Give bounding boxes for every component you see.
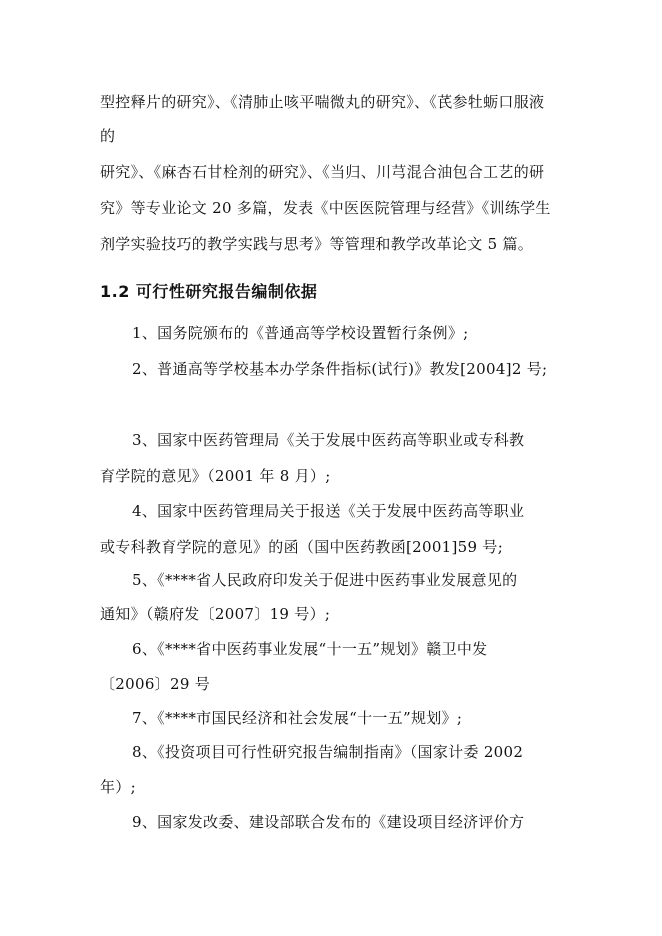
item-1-line-1: 1、国务院颁布的《普通高等学校设置暂行条例》; [132,324,469,342]
item-4-line-1: 4、国家中医药管理局关于报送《关于发展中医药高等职业 [132,502,525,520]
intro-line-5: 剂学实验技巧的教学实践与思考》等管理和教学改革论文 5 篇。 [100,235,534,253]
item-3-line-2: 育学院的意见》（2001 年 8 月）; [100,467,331,485]
item-3-line-1: 3、国家中医药管理局《关于发展中医药高等职业或专科教 [132,431,525,449]
item-7-line-1: 7、《****市国民经济和社会发展“十一五”规划》; [132,709,463,727]
item-5-line-1: 5、《****省人民政府印发关于促进中医药事业发展意见的 [132,571,518,589]
item-8-line-1: 8、《投资项目可行性研究报告编制指南》（国家计委 2002 [132,743,524,761]
item-9-line-1: 9、国家发改委、建设部联合发布的《建设项目经济评价方 [132,813,525,831]
intro-line-4: 究》等专业论文 20 多篇，发表《中医医院管理与经营》《训练学生 [100,199,551,217]
section-heading: 1.2 可行性研究报告编制依据 [100,282,318,301]
item-4-line-2: 或专科教育学院的意见》的函（国中医药教函[2001]59 号; [100,538,504,556]
intro-line-3: 研究》、《麻杏石甘栓剂的研究》、《当归、川芎混合油包合工艺的研 [100,163,545,181]
item-8-line-2: 年）; [100,778,136,796]
intro-line-2: 的 [100,127,116,145]
item-6-line-2: 〔2006〕29 号 [100,675,211,693]
item-5-line-2: 通知》（赣府发〔2007〕19 号）; [100,605,331,623]
item-2-line-1: 2、普通高等学校基本办学条件指标(试行)》教发[2004]2 号; [132,360,548,378]
item-6-line-1: 6、《****省中医药事业发展“十一五”规划》赣卫中发 [132,640,488,658]
intro-line-1: 型控释片的研究》、《清肺止咳平喘微丸的研究》、《芪参牡蛎口服液 [100,93,545,111]
